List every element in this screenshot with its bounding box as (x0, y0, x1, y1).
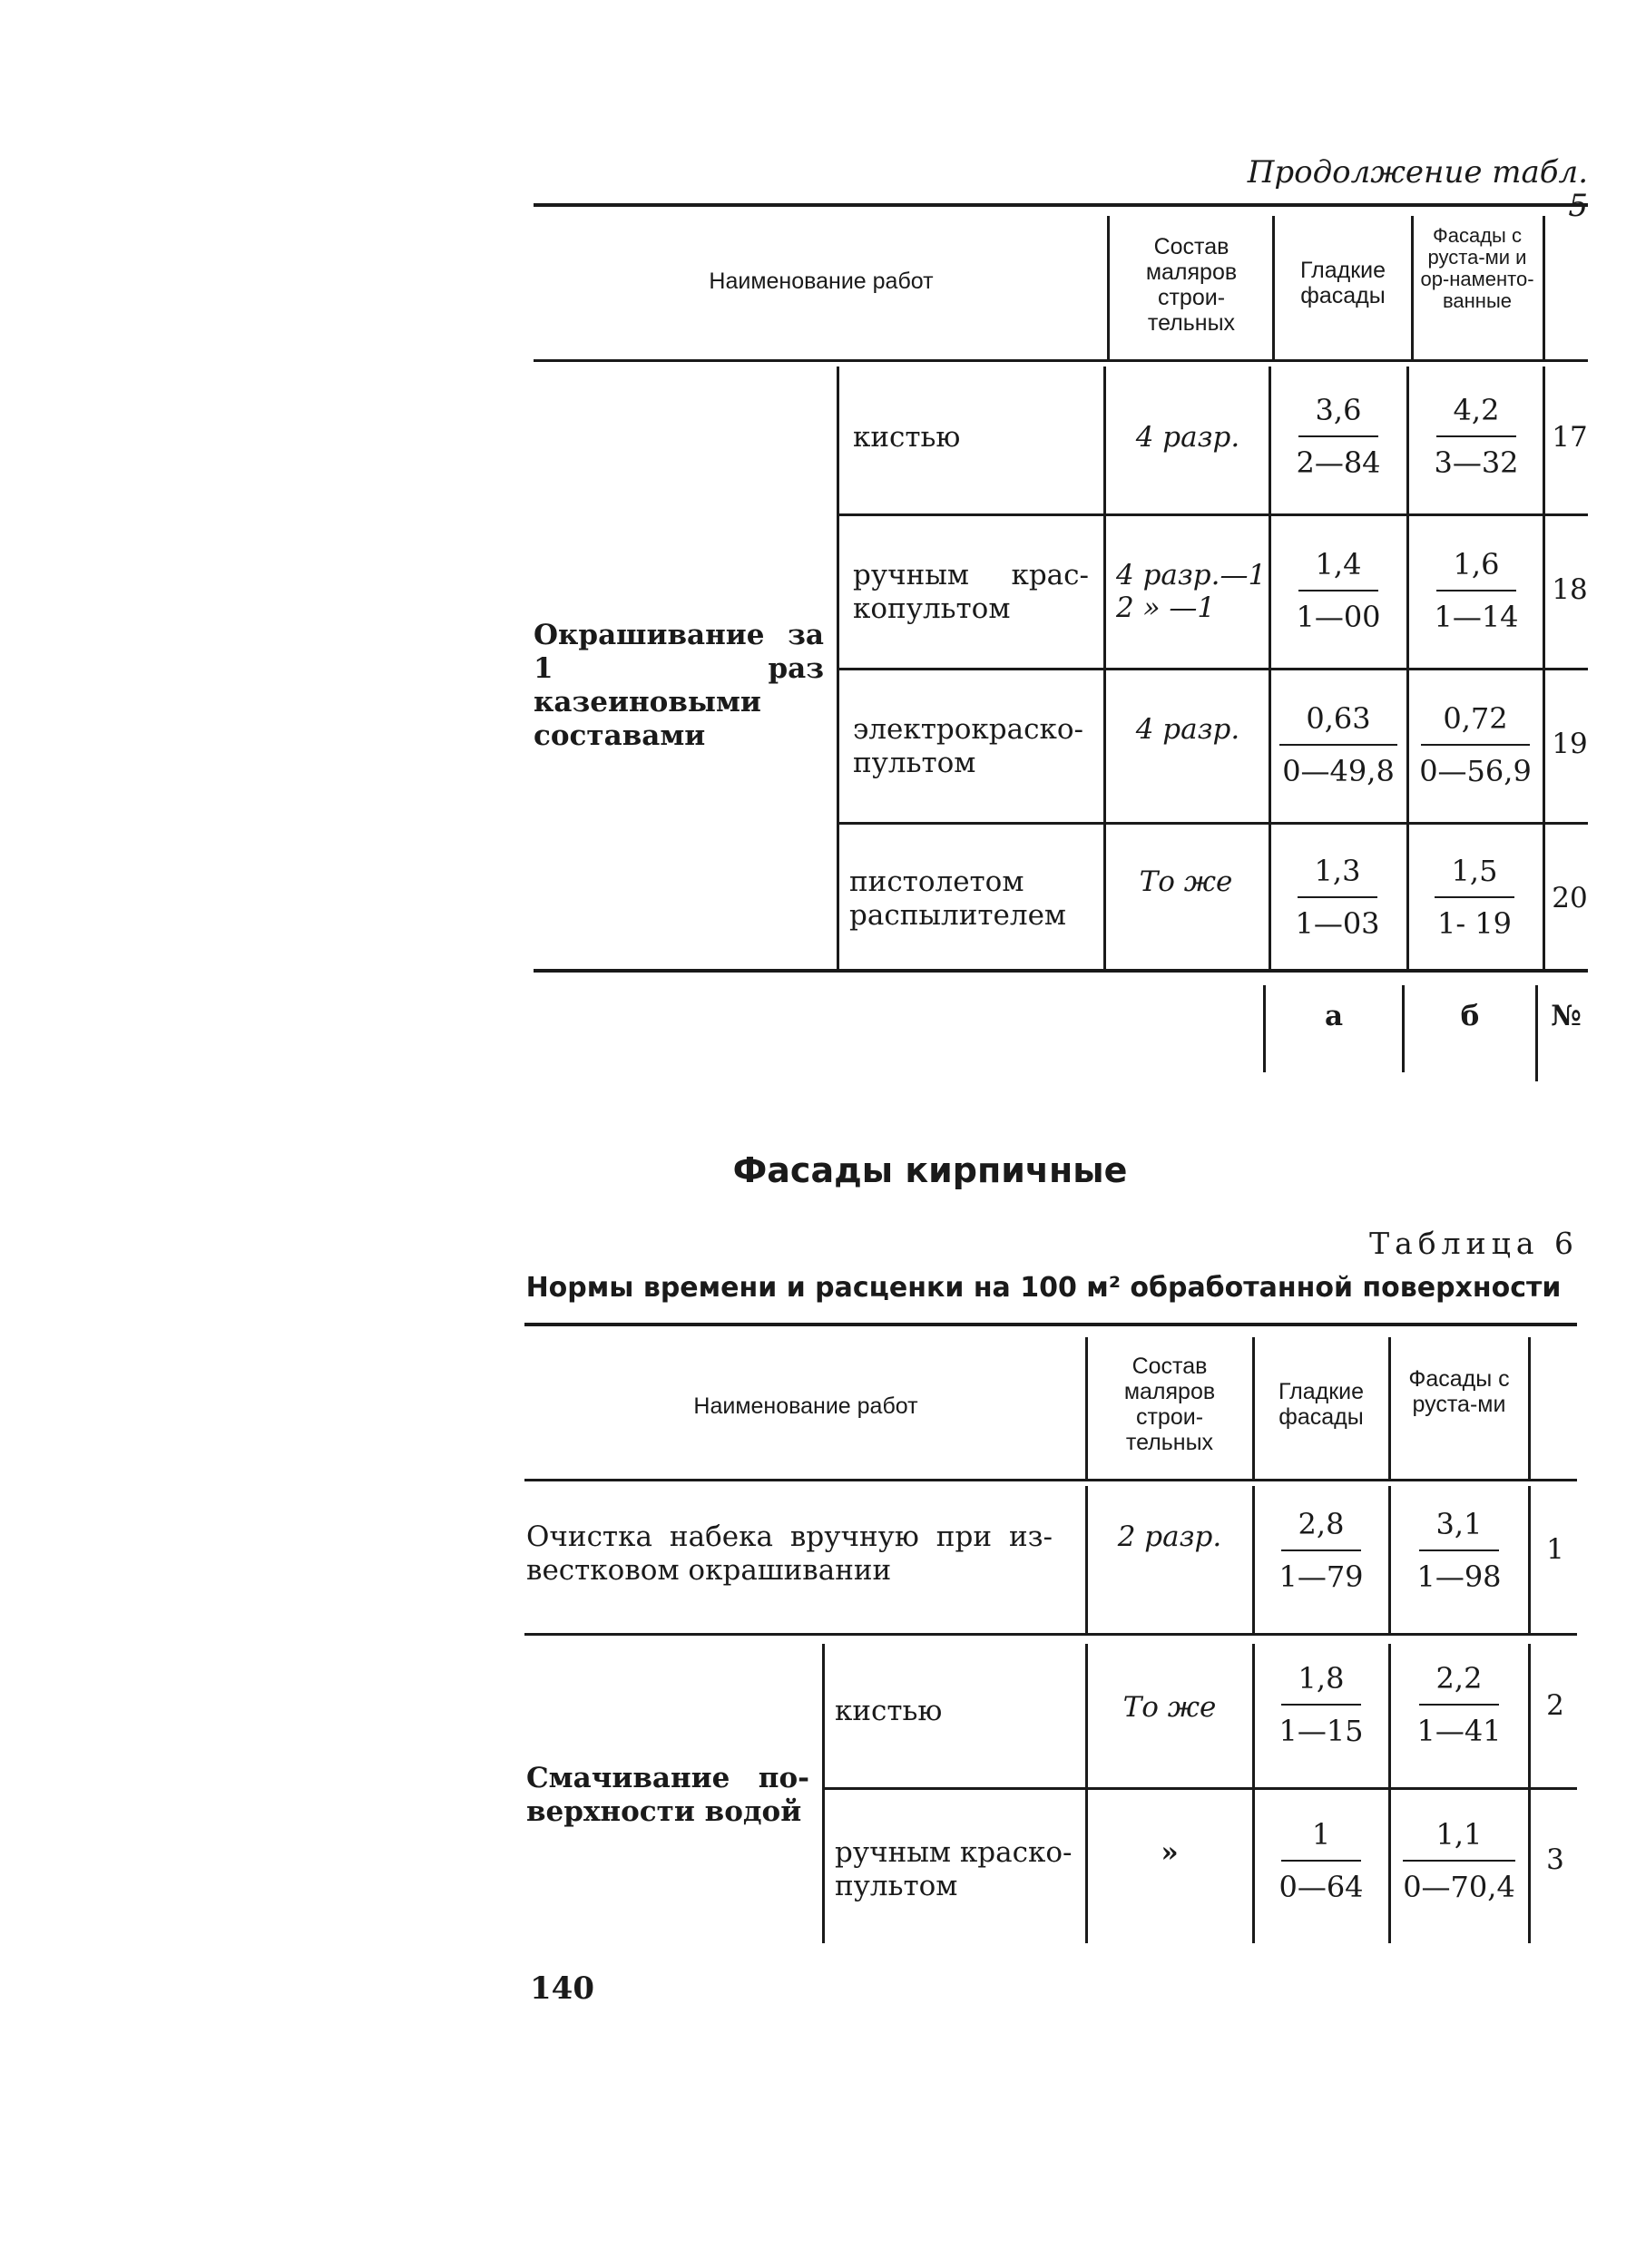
table5-row-19-number: 19 (1552, 728, 1588, 760)
table5-row-rule-2 (837, 668, 1588, 670)
fraction-numerator: 1,5 (1451, 854, 1498, 888)
table6-header-name: Наименование работ (693, 1393, 918, 1419)
table5-footer-a: а (1324, 1000, 1344, 1032)
fraction-bar (1421, 744, 1530, 746)
table6-row1-vline-1 (1085, 1486, 1088, 1633)
fraction-bar (1419, 1549, 1499, 1551)
table5-header-crew: Состав маляров строи-тельных (1145, 234, 1238, 336)
table6-row-1-name: Очистка набека вручную при из-вестковом окрашивании (526, 1520, 1053, 1587)
fraction-numerator: 2,2 (1435, 1661, 1483, 1696)
table5-row-19-crew: 4 разр. (1135, 713, 1240, 746)
fraction-numerator: 1 (1311, 1817, 1331, 1852)
fraction-denominator: 1—14 (1434, 600, 1519, 634)
fraction-bar (1281, 1860, 1361, 1862)
table5-header-vline-1 (1107, 216, 1110, 359)
table6-row-2-rusticated (1396, 1660, 1523, 1749)
table5-footer-vline-3 (1535, 985, 1538, 1081)
section-title: Фасады кирпичные (732, 1150, 1128, 1190)
table5-header-smooth: Гладкие фасады (1299, 258, 1386, 308)
table5-row-17-method: кистью (853, 421, 961, 454)
fraction-bar (1419, 1704, 1499, 1706)
continuation-label: Продолжение табл. (1247, 154, 1588, 191)
table6-row-2-smooth (1259, 1660, 1383, 1749)
table6-row-2-method: кистью (835, 1695, 943, 1727)
table6-header-vline-4 (1528, 1337, 1531, 1479)
fraction-denominator: 1—98 (1416, 1559, 1502, 1594)
table5-header-vline-4 (1543, 216, 1545, 359)
table6-header-vline-3 (1388, 1337, 1391, 1479)
table6-header-crew: Состав маляров строи-тельных (1123, 1354, 1216, 1455)
fraction-bar (1298, 435, 1378, 437)
table5-row-18-crew-line1: 4 разр.—1 (1116, 559, 1267, 591)
fraction-bar (1436, 435, 1516, 437)
table5-row-20-number: 20 (1552, 882, 1588, 914)
table5-top-rule (534, 203, 1588, 207)
table6-row-3-method: ручным краско-пультом (835, 1836, 1073, 1902)
fraction-denominator: 2—84 (1296, 445, 1381, 480)
table5-group-label: Окрашивание за 1 раз казеиновыми составами (534, 619, 824, 752)
fraction-denominator: 1—03 (1295, 906, 1380, 941)
fraction-denominator: 0—56,9 (1419, 754, 1532, 788)
table6-row-rule-2 (822, 1787, 1577, 1790)
fraction-denominator: 1- 19 (1436, 906, 1513, 941)
fraction-bar (1435, 896, 1514, 898)
table5-header-name: Наименование работ (709, 269, 934, 294)
table5-footer-b: б (1460, 1000, 1480, 1032)
fraction-bar (1281, 1549, 1361, 1551)
table5-header-rule (534, 359, 1588, 362)
fraction-bar (1298, 896, 1377, 898)
table6-header-vline-2 (1252, 1337, 1255, 1479)
fraction-denominator: 3—32 (1434, 445, 1519, 480)
fraction-numerator: 0,63 (1306, 701, 1371, 736)
table6-body-vline-5 (1528, 1644, 1531, 1943)
fraction-numerator: 4,2 (1453, 393, 1500, 427)
table6-header-rusticated: Фасады с руста-ми (1408, 1366, 1510, 1417)
table5-row-18-method: ручным крас-копультом (853, 559, 1089, 625)
fraction-numerator: 3,6 (1315, 393, 1362, 427)
table6-caption: Нормы времени и расценки на 100 м² обработанной поверхности (525, 1272, 1562, 1304)
table5-row-17-rusticated (1414, 392, 1539, 481)
table6-body-vline-1 (822, 1644, 825, 1943)
fraction-denominator: 0—49,8 (1282, 754, 1395, 788)
table6-top-rule (524, 1323, 1577, 1326)
table5-footer-vline-1 (1263, 985, 1266, 1072)
table6-row-1-smooth (1259, 1506, 1383, 1595)
table5-body-vline-3 (1269, 367, 1271, 969)
table6-row1-vline-2 (1252, 1486, 1255, 1633)
fraction-denominator: 0—70,4 (1403, 1870, 1515, 1904)
table5-row-18-number: 18 (1552, 573, 1588, 606)
page-number: 140 (530, 1970, 594, 2007)
table5-body-vline-5 (1543, 367, 1545, 969)
table6-header-rule (524, 1479, 1577, 1481)
table6-row-1-crew: 2 разр. (1117, 1520, 1222, 1553)
table5-footer-number-sign: № (1551, 1000, 1582, 1032)
table5-row-19-smooth (1272, 700, 1405, 789)
fraction-numerator: 1,6 (1453, 547, 1500, 582)
fraction-bar (1436, 590, 1516, 591)
table5-body-vline-2 (1103, 367, 1106, 969)
fraction-denominator: 1—00 (1296, 600, 1381, 634)
table6-row-2-number: 2 (1546, 1689, 1564, 1722)
fraction-bar (1279, 744, 1397, 746)
fraction-numerator: 3,1 (1435, 1507, 1483, 1541)
table6-row-2-crew: То же (1122, 1691, 1217, 1724)
table6-header-vline-1 (1085, 1337, 1088, 1479)
table6-row-1-rusticated (1396, 1506, 1523, 1595)
fraction-bar (1298, 590, 1378, 591)
table5-row-20-method: пистолетом распылителем (849, 865, 1067, 932)
table6-body-vline-3 (1252, 1644, 1255, 1943)
table5-row-17-crew: 4 разр. (1135, 421, 1240, 454)
table5-row-20-crew: То же (1139, 865, 1233, 898)
fraction-denominator: 0—64 (1278, 1870, 1364, 1904)
fraction-numerator: 0,72 (1443, 701, 1508, 736)
table6-row-3-crew: » (1161, 1836, 1179, 1869)
table5-row-rule-1 (837, 513, 1588, 516)
table5-row-rule-3 (837, 822, 1588, 825)
fraction-bar (1281, 1704, 1361, 1706)
fraction-denominator: 1—15 (1278, 1714, 1364, 1748)
table5-row-20-rusticated (1411, 853, 1538, 942)
fraction-bar (1403, 1860, 1515, 1862)
table6-row-1-number: 1 (1546, 1533, 1564, 1566)
table5-header-rusticated: Фасады с руста-ми и ор-наменто-ванные (1420, 224, 1534, 312)
table6-row-3-number: 3 (1546, 1843, 1564, 1876)
fraction-denominator: 1—41 (1416, 1714, 1502, 1748)
table5-row-20-smooth (1276, 853, 1399, 942)
table6-group-label: Смачивание по-верхности водой (526, 1762, 809, 1828)
fraction-numerator: 1,4 (1315, 547, 1362, 582)
table6-body-vline-2 (1085, 1644, 1088, 1943)
table6-row-rule-1 (524, 1633, 1577, 1636)
table6-row1-vline-3 (1388, 1486, 1391, 1633)
table5-body-vline-1 (837, 367, 839, 969)
table6-header-smooth: Гладкие фасады (1278, 1379, 1365, 1430)
table6-label: Таблица 6 (1369, 1226, 1579, 1261)
table5-header-vline-2 (1272, 216, 1275, 359)
table5-row-17-smooth (1279, 392, 1397, 481)
table5-footer-vline-2 (1402, 985, 1405, 1072)
table5-row-18-crew-line2: 2 » —1 (1116, 591, 1216, 624)
table6-row-3-smooth (1259, 1816, 1383, 1905)
table5-body-vline-4 (1406, 367, 1409, 969)
fraction-numerator: 1,8 (1298, 1661, 1345, 1696)
fraction-numerator: 2,8 (1298, 1507, 1345, 1541)
table5-bottom-rule (534, 969, 1588, 973)
table5-row-17-number: 17 (1552, 421, 1588, 454)
table5-row-18-smooth (1279, 546, 1397, 635)
table6-row-3-rusticated (1391, 1816, 1527, 1905)
table5-row-19-method: электрокраско-пультом (853, 713, 1084, 779)
fraction-denominator: 1—79 (1278, 1559, 1364, 1594)
table5-row-18-rusticated (1414, 546, 1539, 635)
table6-row1-vline-4 (1528, 1486, 1531, 1633)
fraction-numerator: 1,1 (1435, 1817, 1483, 1852)
fraction-numerator: 1,3 (1314, 854, 1361, 888)
table5-row-19-rusticated (1409, 700, 1542, 789)
table5-header-vline-3 (1411, 216, 1414, 359)
